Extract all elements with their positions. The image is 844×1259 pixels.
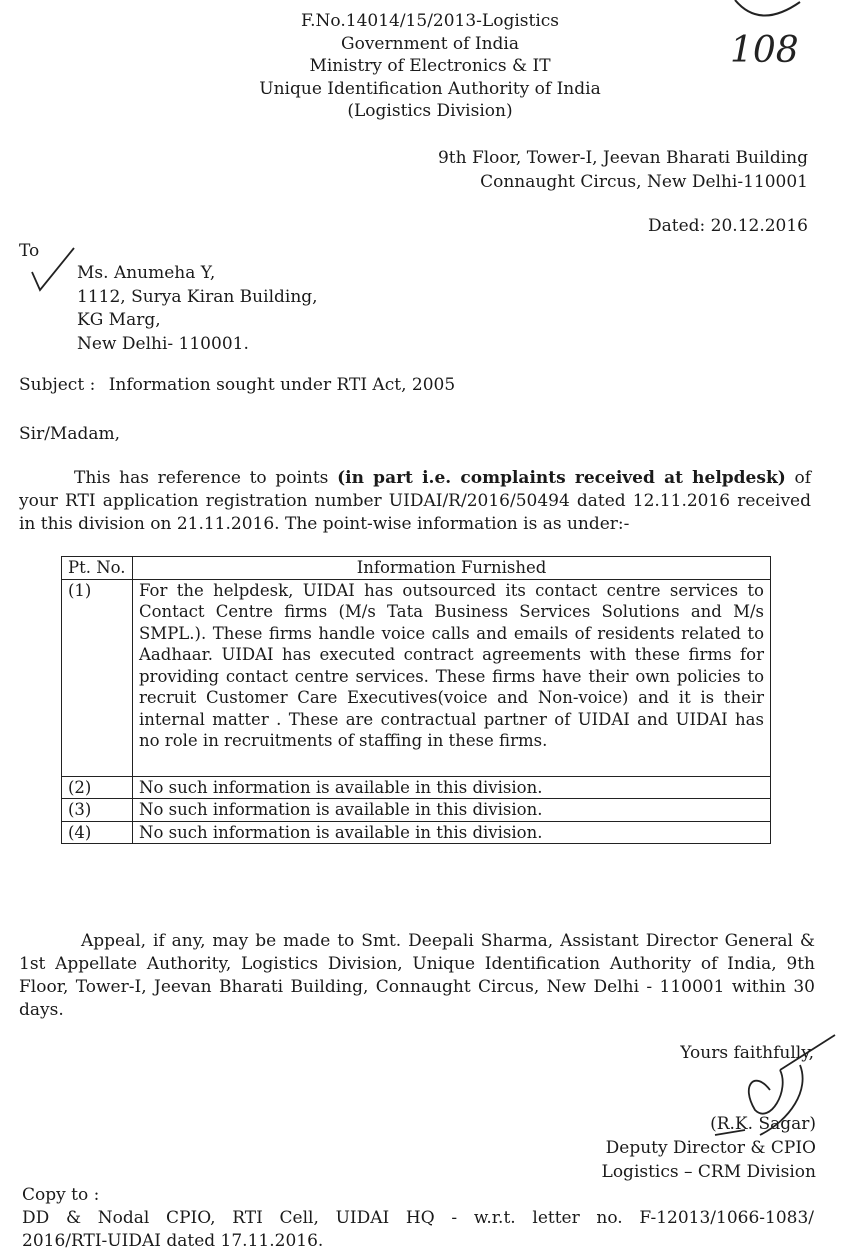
signatory-division: Logistics – CRM Division [601, 1162, 816, 1182]
header-authority: Unique Identification Authority of India [259, 78, 601, 99]
table-cell-text: No such information is available in this division. [133, 821, 771, 844]
body-start: This has reference to points [74, 468, 338, 488]
body-paragraph [19, 467, 811, 536]
to-label: To [19, 241, 40, 261]
recipient-line2: 1112, Surya Kiran Building, [77, 286, 318, 307]
subject-label: Subject : [19, 375, 96, 395]
salutation: Sir/Madam, [19, 424, 121, 444]
table-cell-text: No such information is available in this division. [133, 799, 771, 822]
recipient-line3: KG Marg, [77, 310, 161, 330]
table-row [62, 776, 771, 799]
table-row [62, 799, 771, 822]
subject-text: Information sought under RTI Act, 2005 [108, 375, 456, 395]
recipient-name: Ms. Anumeha Y, [77, 263, 216, 283]
table-header-info: Information Furnished [133, 557, 771, 580]
subject-line [19, 374, 455, 396]
copy-line2: 2016/RTI-UIDAI dated 17.11.2016. [22, 1231, 324, 1251]
table-row [62, 579, 771, 776]
copy-label: Copy to : [22, 1185, 100, 1205]
appeal-paragraph: Appeal, if any, may be made to Smt. Deepali Sharma, Assistant Director General & 1st Appellate Authority, Logistics Division, Unique Identification Authority of India, 9th Floor, Tower-I, Jeevan Bharati Building, Connaught Circus, New Delhi - 110001 within 30 days. [19, 931, 815, 1020]
table-header-pt-no: Pt. No. [62, 557, 133, 580]
body-bold: (in part i.e. complaints received at helpdesk) [337, 468, 786, 488]
signatory-designation: Deputy Director & CPIO [605, 1138, 816, 1158]
recipient-address [77, 262, 318, 356]
office-address-line2: Connaught Circus, New Delhi-110001 [480, 172, 808, 192]
copy-line1: DD & Nodal CPIO, RTI Cell, UIDAI HQ - w.r.t. letter no. F-12013/1066-1083/ [22, 1208, 814, 1228]
table-cell-text: No such information is available in this division. [133, 776, 771, 799]
closing: Yours faithfully, [680, 1043, 814, 1063]
header-division: (Logistics Division) [347, 101, 513, 121]
dated: Dated: 20.12.2016 [647, 216, 808, 236]
table-cell-no: (2) [62, 776, 133, 799]
table-cell-no: (1) [62, 579, 133, 776]
office-address [438, 146, 808, 194]
recipient-line4: New Delhi- 110001. [77, 333, 249, 354]
table-header-row [62, 557, 771, 580]
tick-mark-icon [30, 246, 80, 296]
circle-mark-icon [730, 0, 810, 20]
handwritten-number: 108 [730, 30, 799, 71]
copy-text [22, 1207, 814, 1253]
file-number: F.No.14014/15/2013-Logistics [300, 11, 560, 31]
body-end: of your RTI application registration number UIDAI/R/2016/50494 dated 12.11.2016 received in this division on 21.11.2016. The point-wise information is as under:- [19, 468, 811, 534]
header-government: Government of India [341, 33, 519, 54]
signatory-name: (R.K. Sagar) [710, 1114, 816, 1134]
header-ministry: Ministry of Electronics & IT [309, 56, 551, 76]
information-table [61, 556, 771, 844]
signatory-block [602, 1112, 816, 1184]
table-cell-no: (4) [62, 821, 133, 844]
table-cell-text: For the helpdesk, UIDAI has outsourced its contact centre services to Contact Centre firms (M/s Tata Business Services Solutions and M/s SMPL.). These firms handle voice calls and emails of residents related to Aadhaar. UIDAI has executed contract agreements with these firms for providing contact centre services. These firms have their own policies to recruit Customer Care Executives(voice and Non-voice) and it is their internal matter . These are contractual partner of UIDAI and UIDAI has no role in recruitments of staffing in these firms. [133, 579, 771, 776]
office-address-line1: 9th Floor, Tower-I, Jeevan Bharati Building [437, 148, 808, 168]
table-cell-no: (3) [62, 799, 133, 822]
letter-header [180, 10, 680, 123]
table-row [62, 821, 771, 844]
